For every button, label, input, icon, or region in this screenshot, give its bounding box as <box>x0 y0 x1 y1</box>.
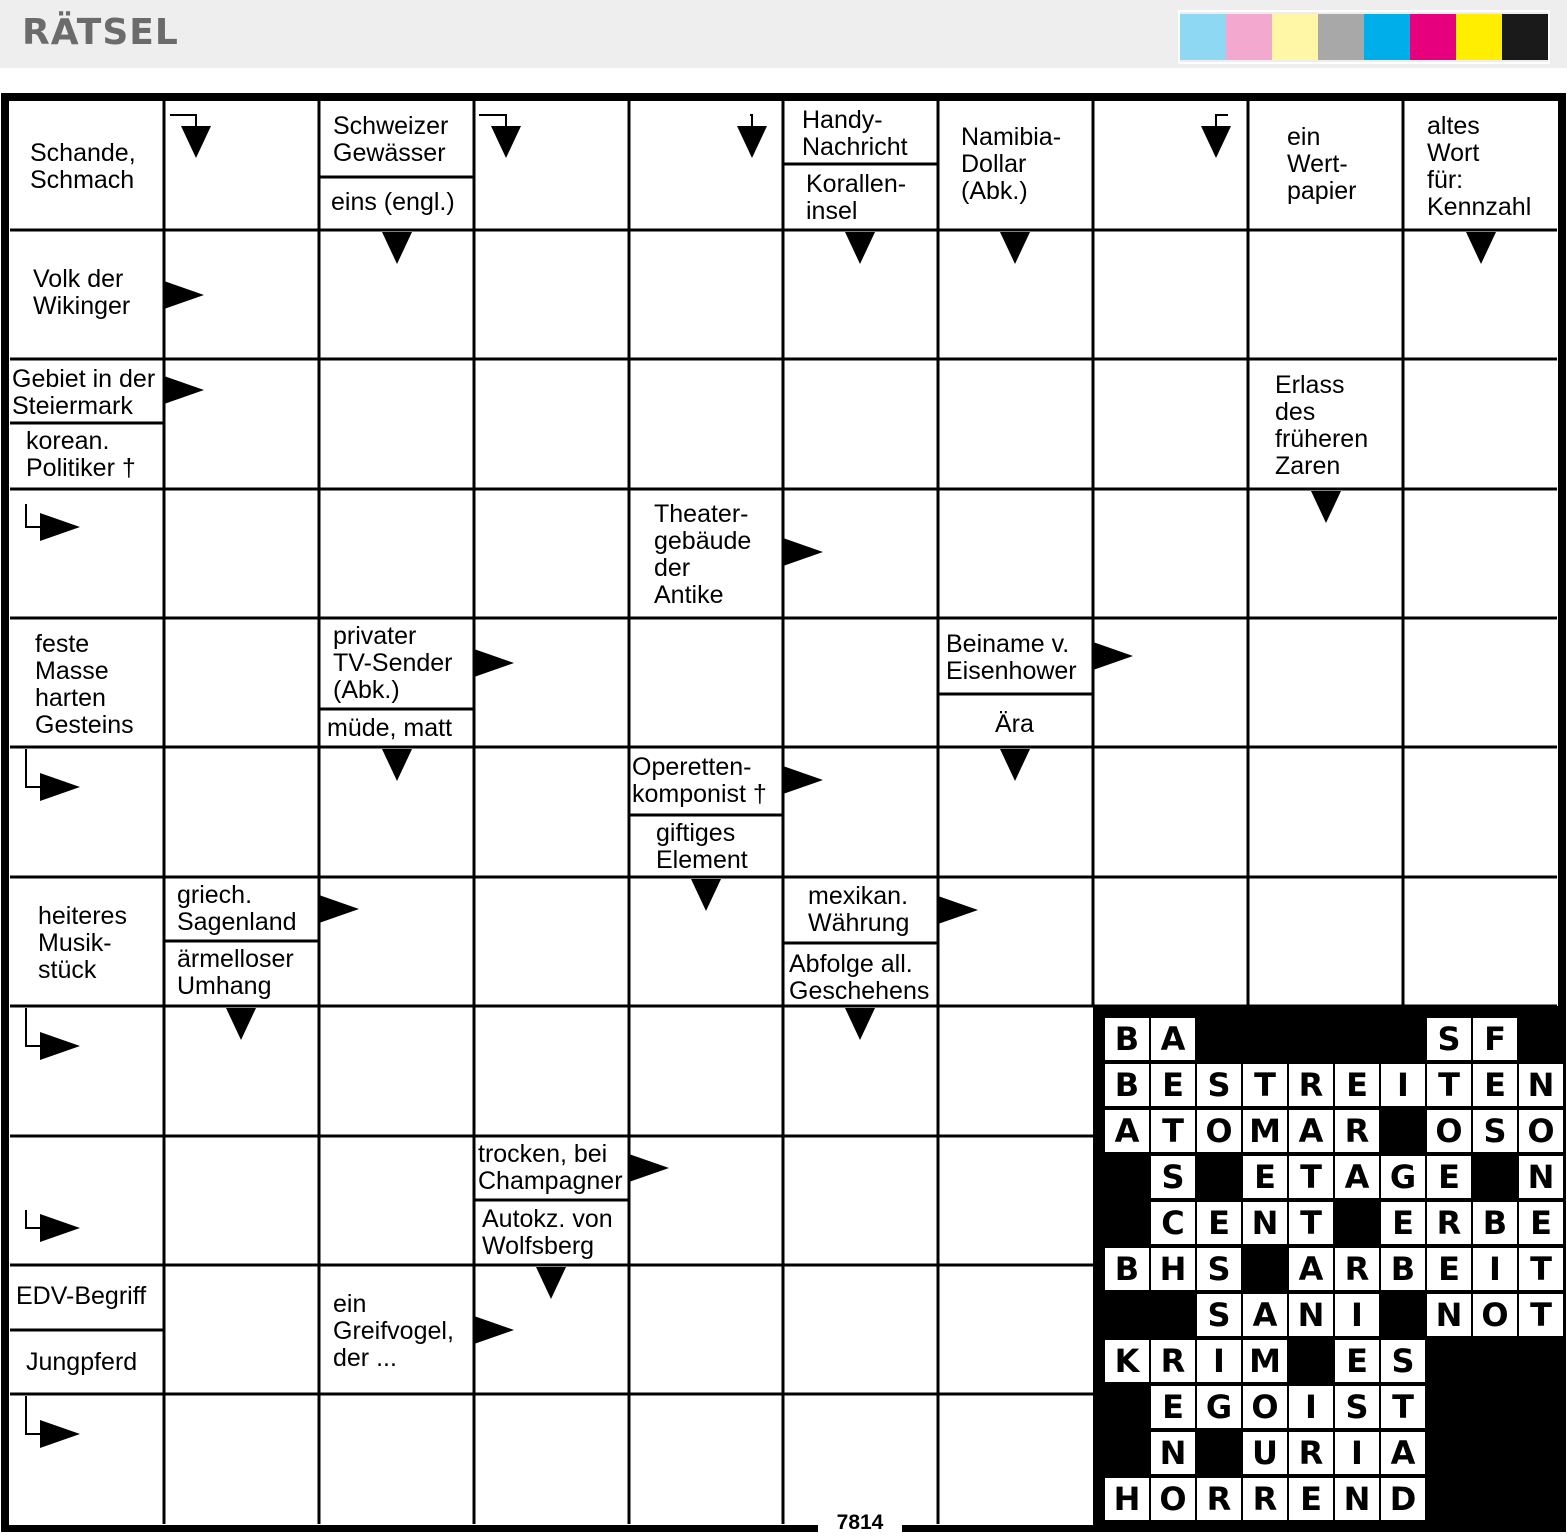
solution-letter: N <box>1519 1156 1563 1198</box>
solution-letter: O <box>1151 1478 1195 1520</box>
solution-letter: S <box>1197 1064 1241 1106</box>
arrow-right-icon <box>474 649 514 677</box>
arrow-down-icon <box>1201 126 1231 158</box>
clue-giftiges-element: giftiges Element <box>656 819 748 874</box>
solution-letter: I <box>1381 1064 1425 1106</box>
solution-letter: E <box>1243 1156 1287 1198</box>
solution-letter: O <box>1197 1110 1241 1152</box>
solution-letter: T <box>1381 1386 1425 1428</box>
solution-letter: E <box>1427 1248 1471 1290</box>
solution-letter: G <box>1381 1156 1425 1198</box>
solution-letter: M <box>1243 1340 1287 1382</box>
solution-letter: E <box>1151 1386 1195 1428</box>
clue-operettenkomponist: Operetten- komponist † <box>632 753 767 808</box>
solution-letter: A <box>1289 1110 1333 1152</box>
clue-erlass-zaren: Erlass des früheren Zaren <box>1275 371 1369 480</box>
arrow-down-icon <box>491 126 521 158</box>
arrow-right-icon <box>938 896 978 924</box>
arrow-down-icon <box>536 1267 566 1299</box>
arrow-right-icon <box>1093 642 1133 670</box>
solution-letter: T <box>1519 1248 1563 1290</box>
page-title: RÄTSEL <box>22 12 179 53</box>
arrow-down-icon <box>845 232 875 264</box>
solution-letter: I <box>1473 1248 1517 1290</box>
solution-letter: A <box>1105 1110 1149 1152</box>
arrow-right-icon <box>629 1154 669 1182</box>
solution-letter: S <box>1473 1110 1517 1152</box>
solution-letter: R <box>1151 1340 1195 1382</box>
arrow-down-icon <box>737 126 767 158</box>
arrow-right-icon <box>164 376 204 404</box>
arrow-right-icon <box>319 895 359 923</box>
solution-letter: S <box>1197 1294 1241 1336</box>
solution-letter: E <box>1519 1202 1563 1244</box>
solution-letter: A <box>1335 1156 1379 1198</box>
clue-mexikan-waehrung: mexikan. Währung <box>808 882 910 937</box>
solution-letter: R <box>1197 1478 1241 1520</box>
clue-beiname-eisenhower: Beiname v. Eisenhower <box>946 630 1077 685</box>
solution-letter: R <box>1243 1478 1287 1520</box>
arrow-right-icon <box>783 766 823 794</box>
puzzle-number: 7814 <box>818 1510 902 1532</box>
solution-letter: O <box>1243 1386 1287 1428</box>
clue-volk-der-wikinger: Volk der Wikinger <box>33 265 131 320</box>
solution-letter: D <box>1381 1478 1425 1520</box>
corner-line <box>26 1396 40 1434</box>
arrow-right-icon <box>783 538 823 566</box>
solution-letter: E <box>1335 1064 1379 1106</box>
arrow-down-icon <box>226 1008 256 1040</box>
solution-letter: B <box>1381 1248 1425 1290</box>
solution-letter: R <box>1335 1248 1379 1290</box>
arrow-down-icon <box>691 879 721 911</box>
solution-letter: H <box>1105 1478 1149 1520</box>
arrow-right-icon <box>40 1032 80 1060</box>
clue-theatergebaeude: Theater- gebäude der Antike <box>654 500 752 609</box>
corner-line <box>26 749 40 787</box>
solution-letter: E <box>1151 1064 1195 1106</box>
solution-letter: N <box>1335 1478 1379 1520</box>
corner-line <box>26 1210 40 1228</box>
solution-letter: B <box>1105 1248 1149 1290</box>
solution-letter: E <box>1473 1064 1517 1106</box>
clue-schweizer-gewaesser: Schweizer Gewässer <box>333 112 449 167</box>
solution-letter: N <box>1519 1064 1563 1106</box>
solution-letter: S <box>1197 1248 1241 1290</box>
clue-feste-masse: feste Masse harten Gesteins <box>35 630 134 739</box>
solution-letter: N <box>1427 1294 1471 1336</box>
solution-letter: E <box>1427 1156 1471 1198</box>
solution-letter: B <box>1473 1202 1517 1244</box>
arrow-right-icon <box>474 1316 514 1344</box>
solution-letter: N <box>1289 1294 1333 1336</box>
solution-letter: C <box>1151 1202 1195 1244</box>
solution-letter: S <box>1381 1340 1425 1382</box>
solution-letter: A <box>1289 1248 1333 1290</box>
solution-letter: B <box>1105 1018 1149 1060</box>
solution-letter: F <box>1473 1018 1517 1060</box>
clue-koralleninsel: Korallen- insel <box>806 170 907 225</box>
solution-letter: H <box>1151 1248 1195 1290</box>
clue-heiteres-musikstueck: heiteres Musik- stück <box>38 902 127 984</box>
solution-letter: R <box>1427 1202 1471 1244</box>
arrow-down-icon <box>1000 749 1030 781</box>
solution-letter: T <box>1519 1294 1563 1336</box>
arrow-right-icon <box>40 513 80 541</box>
solution-letter: T <box>1427 1064 1471 1106</box>
corner-line <box>26 504 40 527</box>
clue-autokz-wolfsberg: Autokz. von Wolfsberg <box>482 1205 613 1260</box>
arrow-right-icon <box>40 1420 80 1448</box>
arrow-down-icon <box>382 232 412 264</box>
solution-letter: G <box>1197 1386 1241 1428</box>
solution-letter: I <box>1335 1432 1379 1474</box>
clue-aera: Ära <box>995 710 1034 738</box>
arrow-down-icon <box>382 749 412 781</box>
solution-letter: S <box>1335 1386 1379 1428</box>
solution-letter: B <box>1105 1064 1149 1106</box>
solution-letter: T <box>1243 1064 1287 1106</box>
solution-letter: I <box>1289 1386 1333 1428</box>
clue-abfolge-geschehens: Abfolge all. Geschehens <box>789 950 930 1005</box>
solution-letter: I <box>1335 1294 1379 1336</box>
clue-korean-politiker: korean. Politiker † <box>26 427 136 482</box>
corner-line <box>26 1008 40 1046</box>
solution-letter: E <box>1335 1340 1379 1382</box>
solution-letter: T <box>1289 1156 1333 1198</box>
solution-letter: O <box>1519 1110 1563 1152</box>
clue-namibia-dollar: Namibia- Dollar (Abk.) <box>961 123 1062 205</box>
solution-letter: N <box>1151 1432 1195 1474</box>
solution-letter: N <box>1243 1202 1287 1244</box>
solution-letter: E <box>1381 1202 1425 1244</box>
solution-letter: O <box>1427 1110 1471 1152</box>
clue-trocken-champagner: trocken, bei Champagner <box>478 1140 623 1195</box>
solution-letter: A <box>1151 1018 1195 1060</box>
arrow-down-icon <box>1466 232 1496 264</box>
clue-muede-matt: müde, matt <box>327 714 453 742</box>
clue-handy-nachricht: Handy- Nachricht <box>802 106 908 161</box>
solution-letter: T <box>1289 1202 1333 1244</box>
solution-letter: R <box>1335 1110 1379 1152</box>
arrow-down-icon <box>1000 232 1030 264</box>
solution-letter: S <box>1427 1018 1471 1060</box>
clue-privater-tv-sender: privater TV-Sender (Abk.) <box>333 622 453 704</box>
solution-letter: M <box>1243 1110 1287 1152</box>
clue-griech-sagenland: griech. Sagenland <box>177 881 297 936</box>
clue-jungpferd: Jungpferd <box>26 1348 138 1376</box>
clue-edv-begriff: EDV-Begriff <box>16 1282 147 1310</box>
solution-letter: E <box>1197 1202 1241 1244</box>
clue-eins-engl: eins (engl.) <box>331 188 455 216</box>
solution-letter: A <box>1381 1432 1425 1474</box>
arrow-down-icon <box>845 1008 875 1040</box>
clue-greifvogel: ein Greifvogel, der ... <box>333 1290 454 1372</box>
solution-letter: R <box>1289 1432 1333 1474</box>
arrow-down-icon <box>181 126 211 158</box>
solution-letter: A <box>1243 1294 1287 1336</box>
arrow-right-icon <box>40 1214 80 1242</box>
clue-aermelloser-umhang: ärmelloser Umhang <box>177 945 294 1000</box>
solution-letter: U <box>1243 1432 1287 1474</box>
clue-kennzahl: altes Wort für: Kennzahl <box>1427 112 1532 221</box>
arrow-right-icon <box>40 773 80 801</box>
solution-letter: T <box>1151 1110 1195 1152</box>
arrow-right-icon <box>164 281 204 309</box>
solution-letter: O <box>1473 1294 1517 1336</box>
solution-letter: E <box>1289 1478 1333 1520</box>
clue-wertpapier: ein Wert- papier <box>1287 123 1357 205</box>
clue-schande: Schande, Schmach <box>30 139 136 194</box>
solution-letter: I <box>1197 1340 1241 1382</box>
solution-letter: K <box>1105 1340 1149 1382</box>
arrow-down-icon <box>1311 491 1341 523</box>
solution-letter: R <box>1289 1064 1333 1106</box>
solution-letter: S <box>1151 1156 1195 1198</box>
clue-gebiet-steiermark: Gebiet in der Steiermark <box>12 365 156 420</box>
solution-note: Auf- lösung von Nr. 7813 <box>1434 1360 1542 1500</box>
